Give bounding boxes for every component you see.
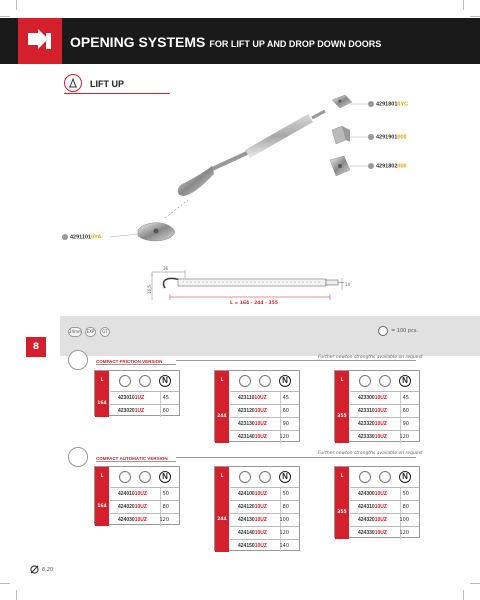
badge-exp: EXP [85, 327, 96, 337]
package-icon [239, 375, 251, 387]
friction-table-355 [334, 370, 420, 442]
page-number: 8.20 [42, 567, 54, 573]
column-separator [280, 405, 281, 417]
badge-gt: GT [100, 327, 110, 337]
table-row [110, 513, 179, 526]
newton-value: 90 [402, 421, 409, 427]
table-row [350, 417, 419, 430]
article-code: 42311010UZ [238, 395, 267, 401]
article-code: 42414010UZ [238, 530, 267, 536]
automatic-version-icon [68, 447, 88, 467]
newton-value: 45 [282, 395, 289, 401]
dim-left: 16,5 [147, 285, 152, 294]
part-dot-icon [368, 163, 374, 169]
table-row [110, 500, 179, 513]
newton-value: 80 [282, 504, 289, 510]
automatic-table-355 [334, 466, 420, 538]
article-code: 42401010UZ [118, 491, 147, 497]
newton-value: 50 [162, 491, 169, 497]
friction-version-icon [68, 350, 88, 370]
badge-24mm: 24mm [68, 327, 82, 337]
bracket-part-1 [332, 95, 352, 108]
article-code: 42410010UZ [238, 491, 267, 497]
newton-value: 60 [162, 408, 169, 414]
table-row [350, 430, 419, 443]
table-row [230, 417, 299, 430]
table-row [350, 487, 419, 500]
no-tool-icon [139, 471, 151, 483]
friction-divider [96, 364, 176, 365]
dim-top: 36 [163, 266, 169, 271]
article-code: 42412010UZ [238, 504, 267, 510]
article-code: 42314010UZ [238, 434, 267, 440]
newton-value: 120 [399, 434, 409, 440]
newton-value: 120 [399, 530, 409, 536]
newton-value: 100 [399, 517, 409, 523]
newton-value: 90 [282, 421, 289, 427]
article-code: 42332010UZ [358, 421, 387, 427]
package-icon [359, 471, 371, 483]
table-row [230, 430, 299, 443]
newton-value: 60 [282, 408, 289, 414]
automatic-title: COMPACT AUTOMATIC VERSION [96, 456, 168, 461]
newton-value: 50 [402, 491, 409, 497]
part-label-3: 4291802000 [368, 163, 407, 169]
table-row [350, 391, 419, 404]
automatic-table-244 [214, 466, 300, 551]
dim-length: L = 164 - 244 - 355 [230, 301, 278, 306]
crop-mark [463, 590, 464, 600]
article-code: 42312010UZ [238, 408, 267, 414]
table-row [230, 404, 299, 417]
length-value: 244 [217, 414, 227, 419]
crop-mark [0, 583, 10, 584]
automatic-divider [96, 461, 176, 462]
crop-mark [16, 590, 17, 600]
article-code: 42402010UZ [118, 504, 147, 510]
friction-note: Further newton strengths available on request [318, 355, 423, 360]
article-code: 42432010UZ [358, 517, 387, 523]
bracket-part-3 [330, 156, 350, 176]
article-code: 42433010UZ [358, 530, 387, 536]
part-dot-icon [368, 101, 374, 107]
column-separator [160, 405, 161, 417]
column-separator [160, 488, 161, 500]
article-code: 42415010UZ [238, 543, 267, 549]
column-separator [280, 392, 281, 404]
column-separator [400, 488, 401, 500]
length-value: 164 [97, 401, 107, 406]
chapter-tab: 8 [26, 337, 46, 357]
length-header: L [340, 474, 344, 479]
no-tool-icon [259, 471, 271, 483]
table-row [350, 404, 419, 417]
newton-value: 120 [159, 517, 169, 523]
bracket-part-2 [332, 126, 350, 144]
column-separator [400, 405, 401, 417]
newton-value: 120 [279, 530, 289, 536]
length-header: L [340, 378, 344, 383]
dim-right: 14 [345, 282, 351, 287]
column-separator [280, 488, 281, 500]
packaging-text: = 100 pcs. [391, 328, 419, 334]
newton-value: 140 [279, 543, 289, 549]
no-tool-icon [379, 375, 391, 387]
length-header: L [100, 378, 104, 383]
length-value: 244 [217, 517, 227, 522]
footer-no-icon [30, 565, 39, 574]
no-tool-icon [139, 375, 151, 387]
table-row [110, 487, 179, 500]
article-code: 42331010UZ [358, 408, 387, 414]
section-title: LIFT UP [90, 79, 124, 89]
automatic-note: Further newton strengths available on request [318, 451, 423, 456]
newton-value: 80 [402, 504, 409, 510]
newton-icon: N [279, 471, 291, 483]
newton-icon: N [279, 375, 291, 387]
info-panel [60, 316, 480, 356]
no-tool-icon [379, 471, 391, 483]
article-code: 42413010UZ [238, 517, 267, 523]
column-separator [400, 501, 401, 513]
article-code: 42431010UZ [358, 504, 387, 510]
column-separator [160, 501, 161, 513]
gas-spring [178, 111, 325, 196]
title-main: OPENING SYSTEMS [70, 34, 206, 50]
leader-line [165, 200, 188, 218]
newton-value: 50 [282, 491, 289, 497]
title-sub: FOR LIFT UP AND DROP DOWN DOORS [209, 39, 382, 49]
table-row [230, 487, 299, 500]
table-row [230, 391, 299, 404]
friction-table-244 [214, 370, 300, 442]
length-value: 355 [337, 414, 347, 419]
newton-icon: N [399, 375, 411, 387]
length-header: L [220, 474, 224, 479]
table-row [350, 500, 419, 513]
article-code: 4230101UZ [118, 395, 145, 401]
newton-value: 80 [162, 504, 169, 510]
table-row [230, 539, 299, 552]
friction-divider-right [176, 360, 416, 361]
column-separator [280, 418, 281, 430]
column-separator [400, 392, 401, 404]
bracket-bottom [138, 223, 175, 241]
table-row [110, 404, 179, 417]
article-code: 42313010UZ [238, 421, 267, 427]
column-separator [160, 392, 161, 404]
table-row [230, 513, 299, 526]
article-code: 42403010UZ [118, 517, 147, 523]
part-label-1: 42918010YC [368, 101, 408, 107]
newton-value: 45 [402, 395, 409, 401]
part-label-2: 4291901000 [368, 134, 407, 140]
table-row [230, 500, 299, 513]
table-row [350, 513, 419, 526]
length-header: L [100, 474, 104, 479]
column-separator [400, 418, 401, 430]
table-row [110, 391, 179, 404]
newton-value: 60 [402, 408, 409, 414]
column-separator [280, 501, 281, 513]
friction-table-164 [94, 370, 180, 416]
article-code: 42333010UZ [358, 434, 387, 440]
newton-value: 120 [279, 434, 289, 440]
article-code: 42330010UZ [358, 395, 387, 401]
package-icon [359, 375, 371, 387]
leader-line [110, 234, 138, 237]
friction-title: COMPACT FRICTION VERSION [96, 359, 163, 364]
newton-value: 100 [279, 517, 289, 523]
package-icon [239, 471, 251, 483]
part-dot-icon [368, 134, 374, 140]
packaging-icon [378, 326, 388, 336]
dimension-drawing [152, 270, 344, 300]
part-label-4: 42911010YA [62, 234, 101, 240]
package-icon [119, 375, 131, 387]
length-header: L [220, 378, 224, 383]
part-dot-icon [62, 234, 68, 240]
article-code: 4230201UZ [118, 408, 145, 414]
crop-mark [470, 583, 480, 584]
table-row [350, 526, 419, 539]
newton-icon: N [159, 375, 171, 387]
package-icon [119, 471, 131, 483]
article-code: 42430010UZ [358, 491, 387, 497]
newton-icon: N [399, 471, 411, 483]
automatic-divider-right [176, 457, 416, 458]
newton-value: 45 [162, 395, 169, 401]
length-value: 355 [337, 510, 347, 515]
newton-icon: N [159, 471, 171, 483]
no-tool-icon [259, 375, 271, 387]
table-row [230, 526, 299, 539]
length-value: 164 [97, 504, 107, 509]
automatic-table-164 [94, 466, 180, 525]
